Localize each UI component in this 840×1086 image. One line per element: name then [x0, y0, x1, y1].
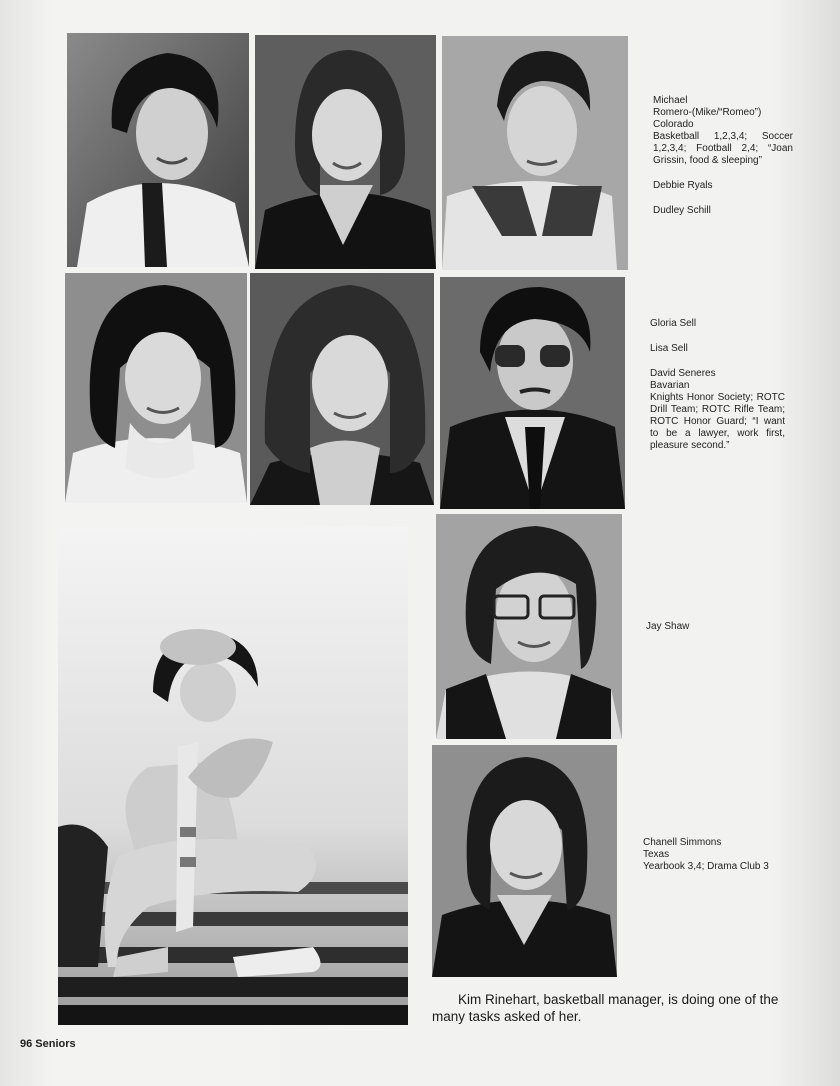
- david-seneres-origin: Bavarian: [650, 380, 690, 391]
- lisa-sell-name: Lisa Sell: [650, 343, 688, 354]
- debbie-ryals-portrait: [255, 35, 436, 269]
- michael-romero-portrait: [67, 33, 249, 267]
- david-seneres-portrait: [440, 277, 625, 509]
- row3-captions: [646, 621, 781, 633]
- chanell-simmons-portrait: [432, 745, 617, 977]
- chanell-simmons-bio: Yearbook 3,4; Drama Club 3: [643, 861, 769, 872]
- gloria-sell-name: Gloria Sell: [650, 318, 697, 329]
- michael-bio: Basketball 1,2,3,4; Soccer 1,2,3,4; Football 2,4; “Joan Grissin, food & sleeping”: [653, 131, 793, 166]
- candid-photo-caption: Kim Rinehart, basketball manager, is doing one of the many tasks asked of her.: [432, 992, 779, 1024]
- michael-surname: Romero-(Mike/“Romeo”): [653, 107, 762, 118]
- david-seneres-name: David Seneres: [650, 368, 716, 379]
- row1-captions: [653, 95, 793, 217]
- debbie-ryals-name: Debbie Ryals: [653, 180, 713, 191]
- row4-captions: [643, 837, 781, 873]
- kim-rinehart-candid-photo: [58, 527, 408, 1025]
- jay-shaw-name: Jay Shaw: [646, 621, 690, 632]
- dudley-schill-name: Dudley Schill: [653, 205, 711, 216]
- chanell-simmons-name: Chanell Simmons: [643, 837, 722, 848]
- lisa-sell-portrait: [250, 273, 434, 505]
- chanell-simmons-state: Texas: [643, 849, 670, 860]
- row2-captions: [650, 318, 785, 452]
- michael-name: Michael: [653, 95, 688, 106]
- dudley-schill-portrait: [442, 36, 628, 270]
- jay-shaw-portrait: [436, 514, 622, 739]
- david-seneres-bio: Knights Honor Society; ROTC Drill Team; ROTC Rifle Team; ROTC Honor Guard; “I want to be a lawyer, work first, pleasure second.”: [650, 392, 785, 451]
- page-folio: 96 Seniors: [20, 1038, 76, 1050]
- michael-state: Colorado: [653, 119, 694, 130]
- gloria-sell-portrait: [65, 273, 247, 503]
